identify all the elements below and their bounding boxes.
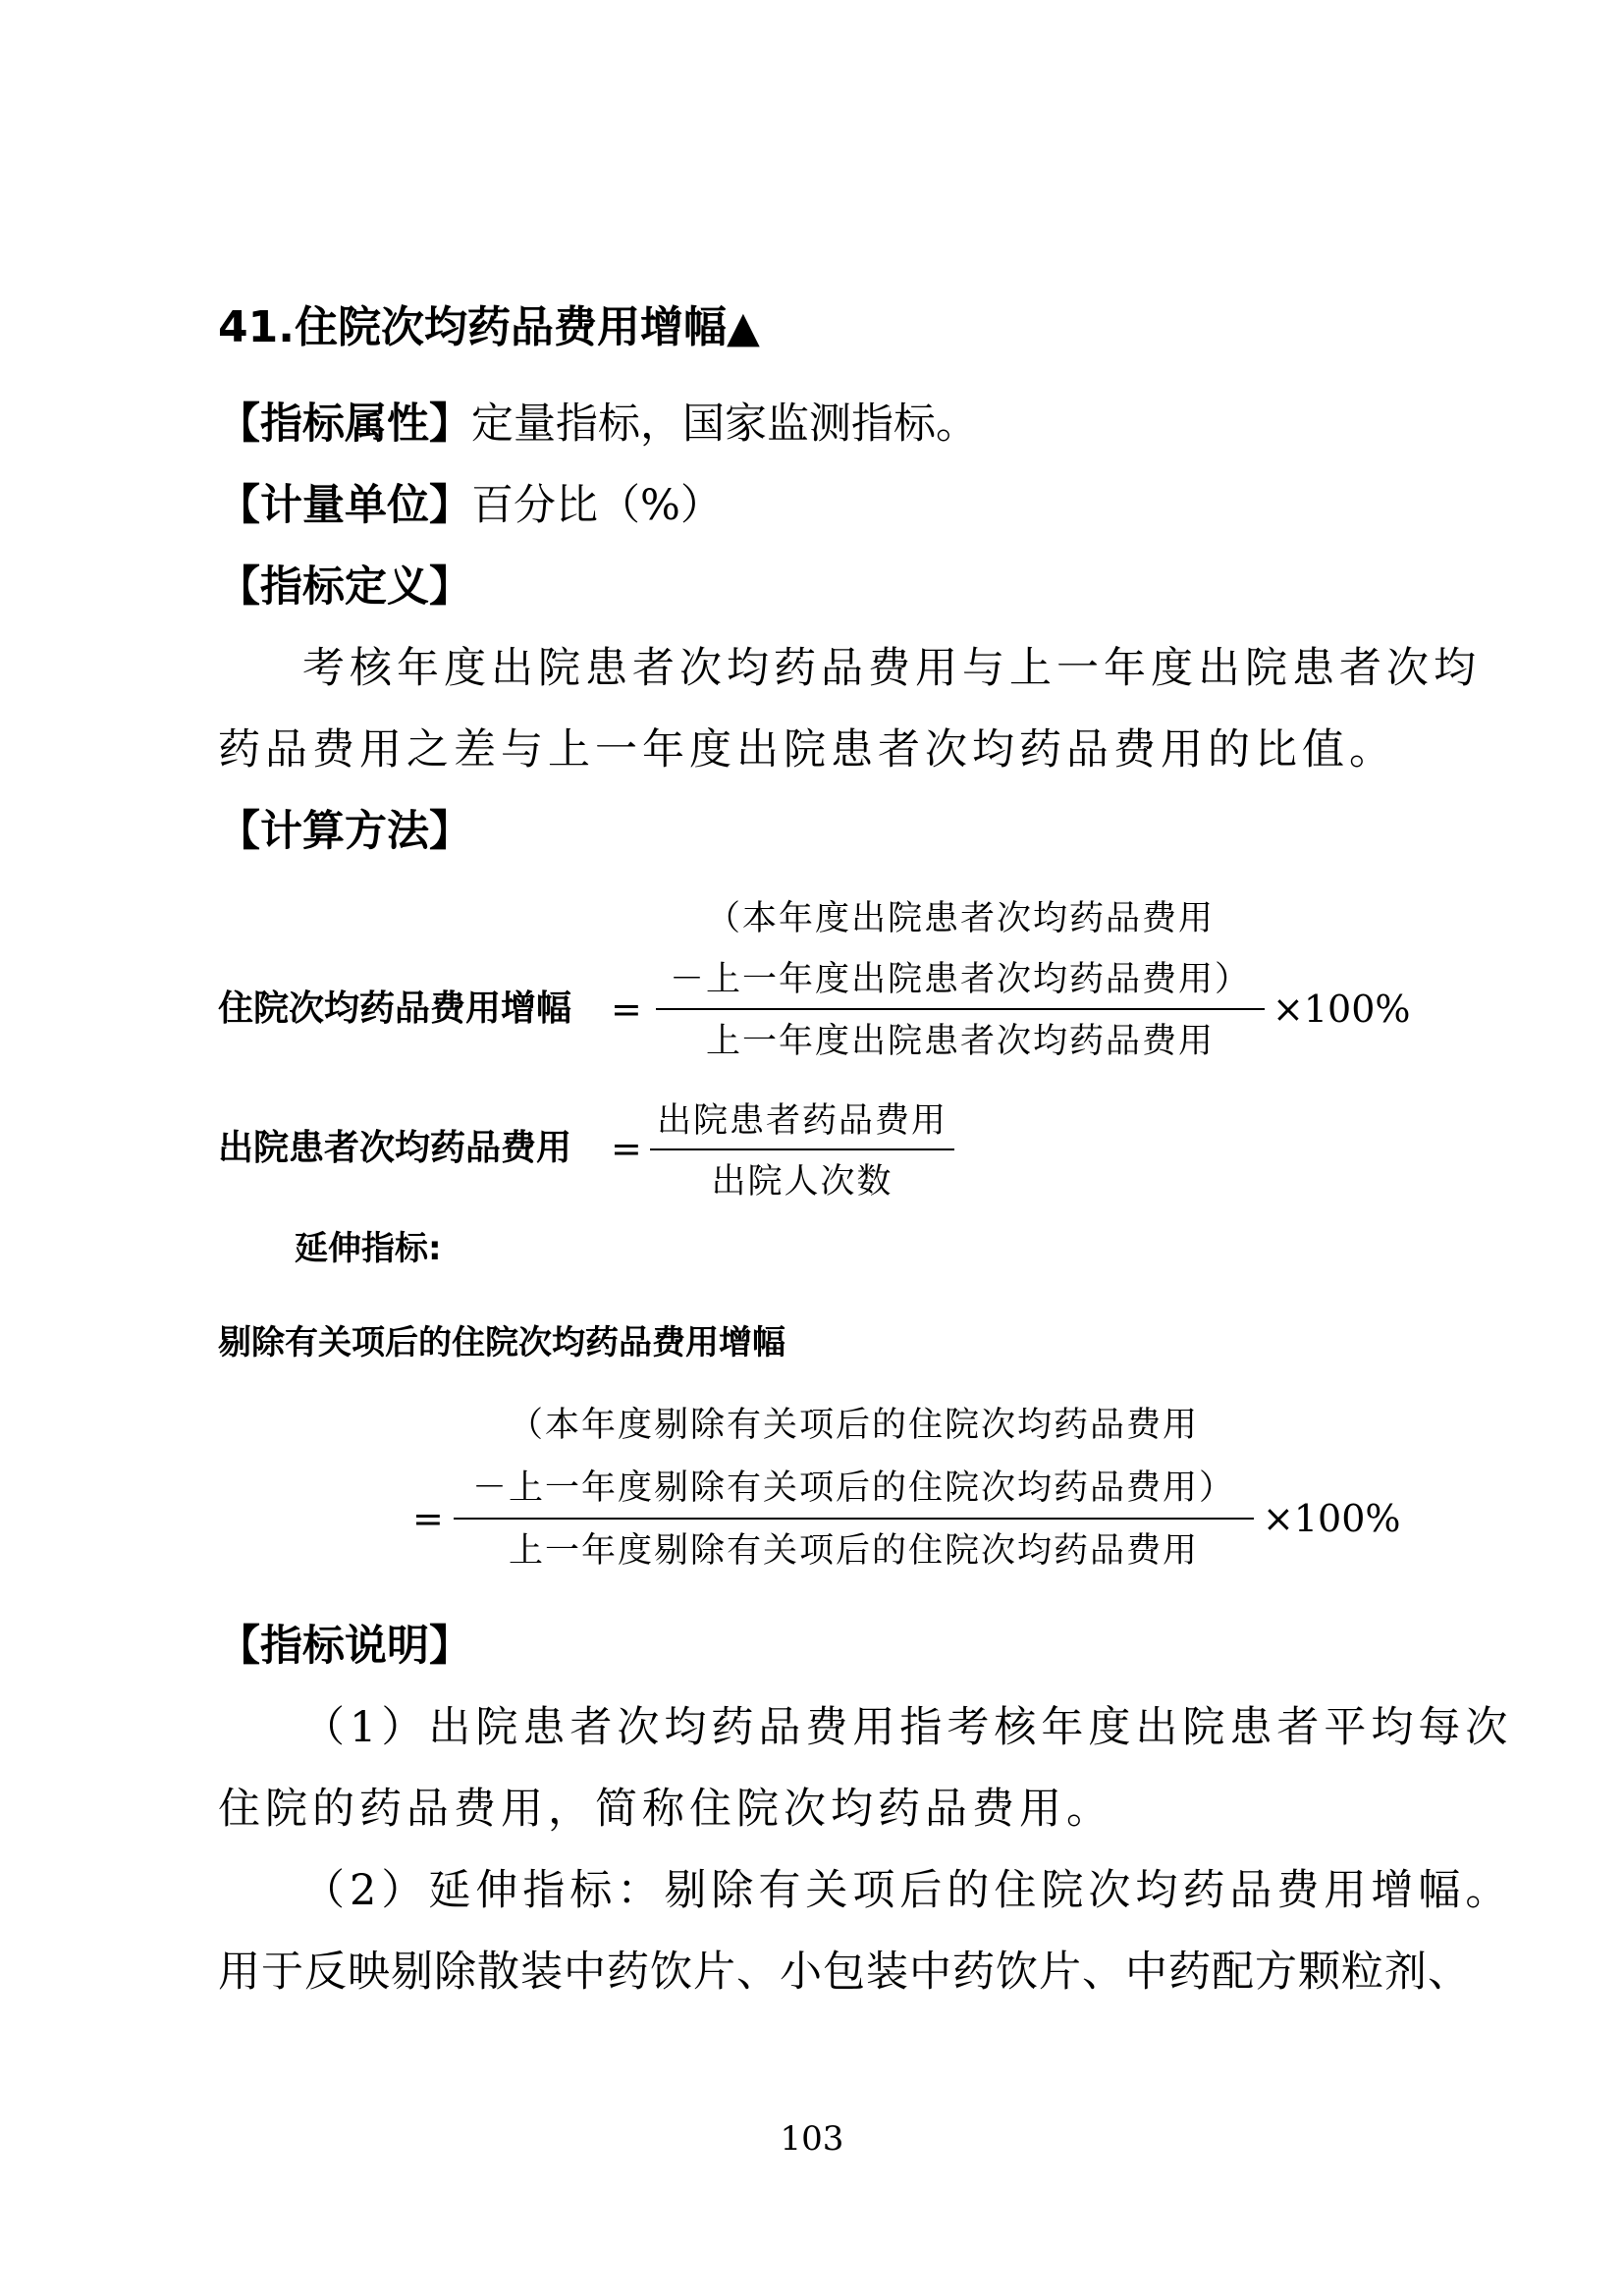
page-number: 103 <box>780 2119 844 2159</box>
formula-2-denominator: 出院人次数 <box>711 1162 893 1201</box>
definition-label: 【指标定义】 <box>218 562 471 612</box>
attr-label: 【指标属性】 <box>218 400 471 449</box>
formula-3-multiplier: ×100% <box>1263 1497 1401 1540</box>
formula-1-multiplier: ×100% <box>1272 988 1411 1031</box>
formula-1-equals: = <box>611 988 642 1031</box>
unit-row <box>218 476 723 535</box>
unit-text: 百分比（%） <box>471 481 723 530</box>
formula-2-numerator: 出院患者药品费用 <box>656 1101 947 1141</box>
formula-2-equals: = <box>611 1127 642 1170</box>
formula-2-fraction-bar <box>650 1148 954 1150</box>
explanation-p1-line-2: 住院的药品费用，简称住院次均药品费用。 <box>218 1785 1113 1834</box>
formula-1-denominator: 上一年度出院患者次均药品费用 <box>705 1022 1215 1061</box>
explanation-p2-line-2: 用于反映剔除散装中药饮片、小包装中药饮片、中药配方颗粒剂、 <box>218 1948 1471 1997</box>
formula-3-numerator-2: －上一年度剔除有关项后的住院次均药品费用） <box>471 1468 1235 1508</box>
formula-1-numerator-2: －上一年度出院患者次均药品费用） <box>669 960 1251 999</box>
section-title: 41.住院次均药品费用增幅▲ <box>218 302 760 352</box>
extension-name: 剔除有关项后的住院次均药品费用增幅 <box>218 1323 785 1362</box>
definition-line-2: 药品费用之差与上一年度出院患者次均药品费用的比值。 <box>218 725 1396 774</box>
explanation-p2-line-1: （2）延伸指标：剔除有关项后的住院次均药品费用增幅。 <box>302 1866 1513 1915</box>
formula-1-lhs: 住院次均药品费用增幅 <box>218 988 572 1029</box>
formula-2-lhs: 出院患者次均药品费用 <box>218 1128 572 1168</box>
formula-3-equals: = <box>412 1497 444 1540</box>
unit-label: 【计量单位】 <box>218 481 471 530</box>
method-label: 【计算方法】 <box>218 807 471 856</box>
definition-line-1: 考核年度出院患者次均药品费用与上一年度出院患者次均 <box>302 644 1481 693</box>
explanation-p1-line-1: （1）出院患者次均药品费用指考核年度出院患者平均每次 <box>302 1703 1513 1752</box>
attr-text: 定量指标，国家监测指标。 <box>471 400 978 449</box>
formula-3-numerator-1: （本年度剔除有关项后的住院次均药品费用 <box>508 1406 1199 1445</box>
extension-label: 延伸指标: <box>295 1229 442 1268</box>
formula-3-denominator: 上一年度剔除有关项后的住院次均药品费用 <box>508 1531 1199 1571</box>
formula-3-fraction-bar <box>454 1518 1254 1520</box>
attr-row <box>218 395 978 454</box>
formula-1-numerator-1: （本年度出院患者次均药品费用 <box>705 899 1215 938</box>
formula-1-fraction-bar <box>656 1008 1265 1010</box>
explanation-label: 【指标说明】 <box>218 1622 471 1671</box>
